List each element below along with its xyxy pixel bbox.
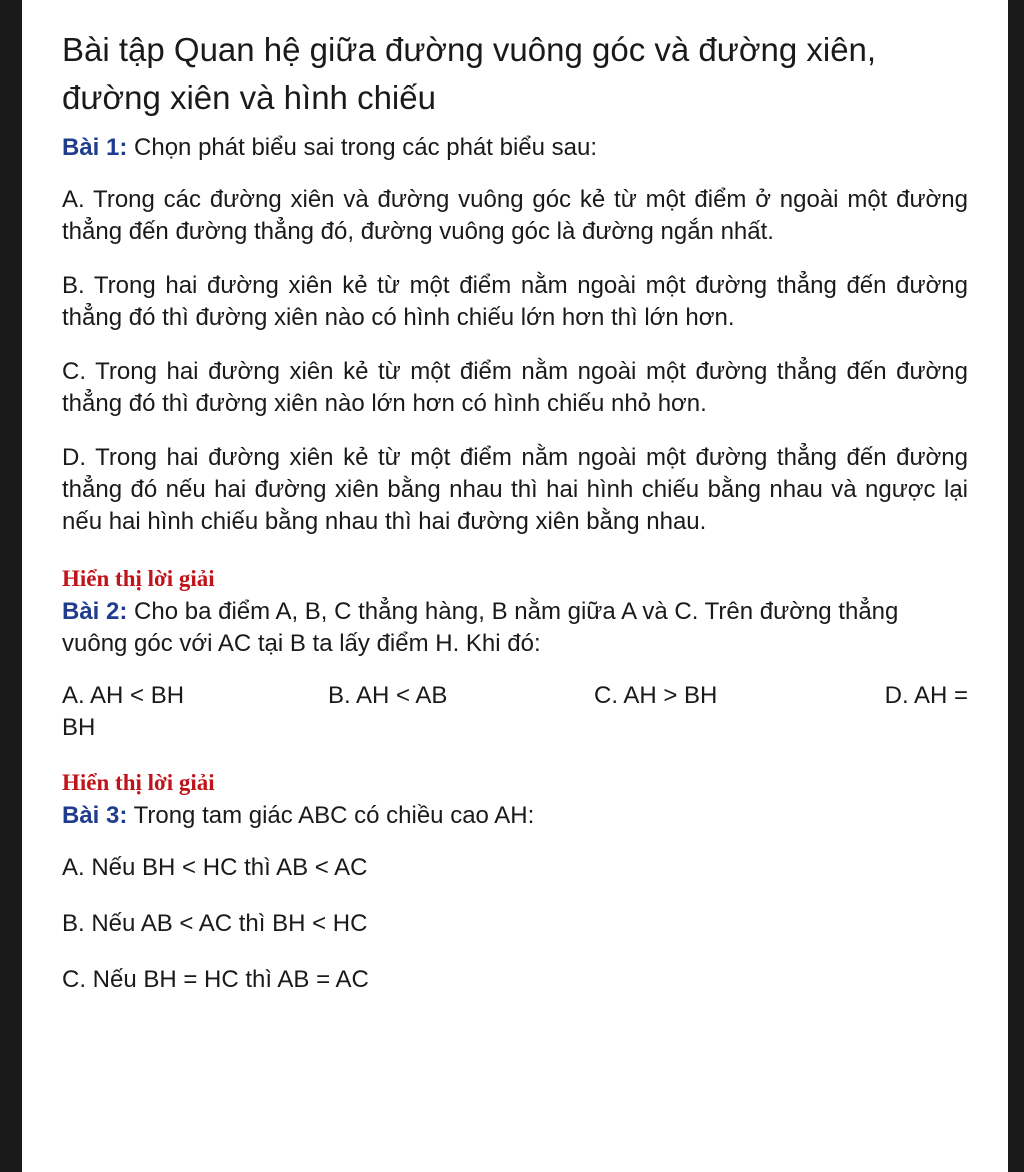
question-1-text: Chọn phát biểu sai trong các phát biểu sau:	[134, 134, 598, 161]
question-1	[62, 132, 968, 164]
document-content	[62, 26, 968, 1020]
question-1-option-d: D. Trong hai đường xiên kẻ từ một điểm nằm ngoài một đường thẳng đến đường thẳng đó nếu hai đường xiên bằng nhau thì hai hình chiếu bằng nhau và ngược lại nếu hai hình chiếu bằng nhau thì hai đường xiên bằng nhau.	[62, 444, 968, 535]
question-2	[62, 596, 968, 660]
question-2-option-a: A. AH < BH	[62, 682, 185, 709]
question-2-option-d: D. AH =	[884, 682, 968, 709]
question-3-option-b: B. Nếu AB < AC thì BH < HC	[62, 910, 368, 937]
question-2-option-d-continued: BH	[62, 714, 96, 741]
question-2-options	[62, 680, 968, 744]
show-solution-link-2[interactable]: Hiển thị lời giải	[62, 770, 215, 795]
question-2-option-c: C. AH > BH	[594, 682, 718, 709]
question-3-label: Bài 3:	[62, 802, 128, 829]
question-1-option-c: C. Trong hai đường xiên kẻ từ một điểm nằm ngoài một đường thẳng đến đường thẳng đó thì đường xiên nào lớn hơn có hình chiếu nhỏ hơn.	[62, 358, 968, 417]
question-1-label: Bài 1:	[62, 134, 128, 161]
question-3-option-c: C. Nếu BH = HC thì AB = AC	[62, 966, 369, 993]
show-solution-link-1[interactable]: Hiển thị lời giải	[62, 566, 215, 591]
question-3	[62, 800, 968, 832]
question-1-option-a: A. Trong các đường xiên và đường vuông góc kẻ từ một điểm ở ngoài một đường thẳng đến đường thẳng đó, đường vuông góc là đường ngắn nhất.	[62, 186, 968, 245]
question-1-option-b: B. Trong hai đường xiên kẻ từ một điểm nằm ngoài một đường thẳng đến đường thẳng đó thì đường xiên nào có hình chiếu lớn hơn thì lớn hơn.	[62, 272, 968, 331]
question-3-text: Trong tam giác ABC có chiều cao AH:	[133, 802, 535, 829]
question-2-text: Cho ba điểm A, B, C thẳng hàng, B nằm giữa A và C. Trên đường thẳng vuông góc với AC tại B ta lấy điểm H. Khi đó:	[62, 598, 899, 657]
question-2-option-b: B. AH < AB	[328, 682, 448, 709]
question-3-option-a: A. Nếu BH < HC thì AB < AC	[62, 854, 368, 881]
document-page	[22, 0, 1008, 1172]
page-title: Bài tập Quan hệ giữa đường vuông góc và đường xiên, đường xiên và hình chiếu	[62, 31, 877, 116]
question-2-label: Bài 2:	[62, 598, 128, 625]
